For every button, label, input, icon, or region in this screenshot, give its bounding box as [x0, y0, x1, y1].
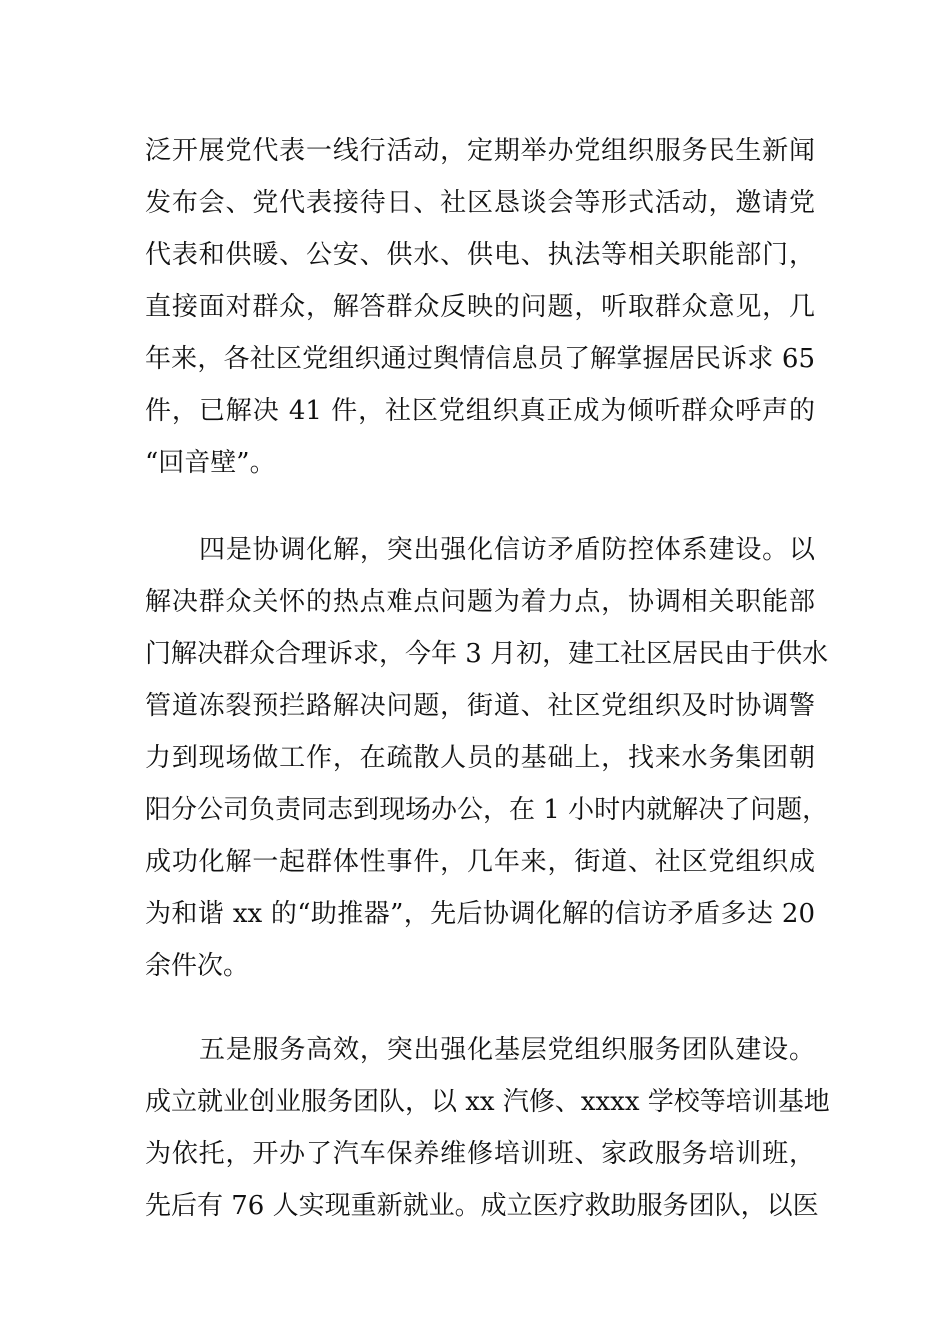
- text-line: 五是服务高效，突出强化基层党组织服务团队建设。: [199, 1035, 815, 1065]
- text-line: 余件次。: [145, 951, 250, 981]
- text-line: 年来，各社区党组织通过舆情信息员了解掌握居民诉求 65: [145, 344, 815, 374]
- text-line: 代表和供暖、公安、供水、供电、执法等相关职能部门，: [145, 240, 815, 270]
- text-line: 为依托，开办了汽车保养维修培训班、家政服务培训班，: [145, 1139, 815, 1169]
- text-line: 成功化解一起群体性事件，几年来，街道、社区党组织成: [145, 847, 815, 877]
- text-line: 发布会、党代表接待日、社区恳谈会等形式活动，邀请党: [145, 188, 815, 218]
- text-line: 为和谐 xx 的“助推器”，先后协调化解的信访矛盾多达 20: [145, 899, 815, 929]
- paragraph-party-representative-activities: [145, 125, 815, 489]
- text-line: 直接面对群众，解答群众反映的问题，听取群众意见，几: [145, 292, 815, 322]
- text-line: 泛开展党代表一线行活动，定期举办党组织服务民生新闻: [145, 136, 815, 166]
- text-line: 门解决群众合理诉求，今年 3 月初，建工社区居民由于供水: [145, 639, 829, 669]
- text-line: 成立就业创业服务团队，以 xx 汽修、xxxx 学校等培训基地: [145, 1087, 830, 1117]
- text-line: 力到现场做工作，在疏散人员的基础上，找来水务集团朝: [145, 743, 815, 773]
- text-line: 四是协调化解，突出强化信访矛盾防控体系建设。以: [199, 535, 815, 565]
- text-line: 管道冻裂预拦路解决问题，街道、社区党组织及时协调警: [145, 691, 815, 721]
- paragraph-coordination-resolution: [145, 524, 829, 992]
- text-line: 先后有 76 人实现重新就业。成立医疗救助服务团队，以医: [145, 1191, 819, 1221]
- paragraph-efficient-service: [145, 1024, 830, 1232]
- text-line: 解决群众关怀的热点难点问题为着力点，协调相关职能部: [145, 587, 815, 617]
- text-line: 件，已解决 41 件，社区党组织真正成为倾听群众呼声的: [145, 396, 815, 426]
- text-line: 阳分公司负责同志到现场办公，在 1 小时内就解决了问题，: [145, 795, 829, 825]
- text-line: “回音壁”。: [145, 448, 276, 478]
